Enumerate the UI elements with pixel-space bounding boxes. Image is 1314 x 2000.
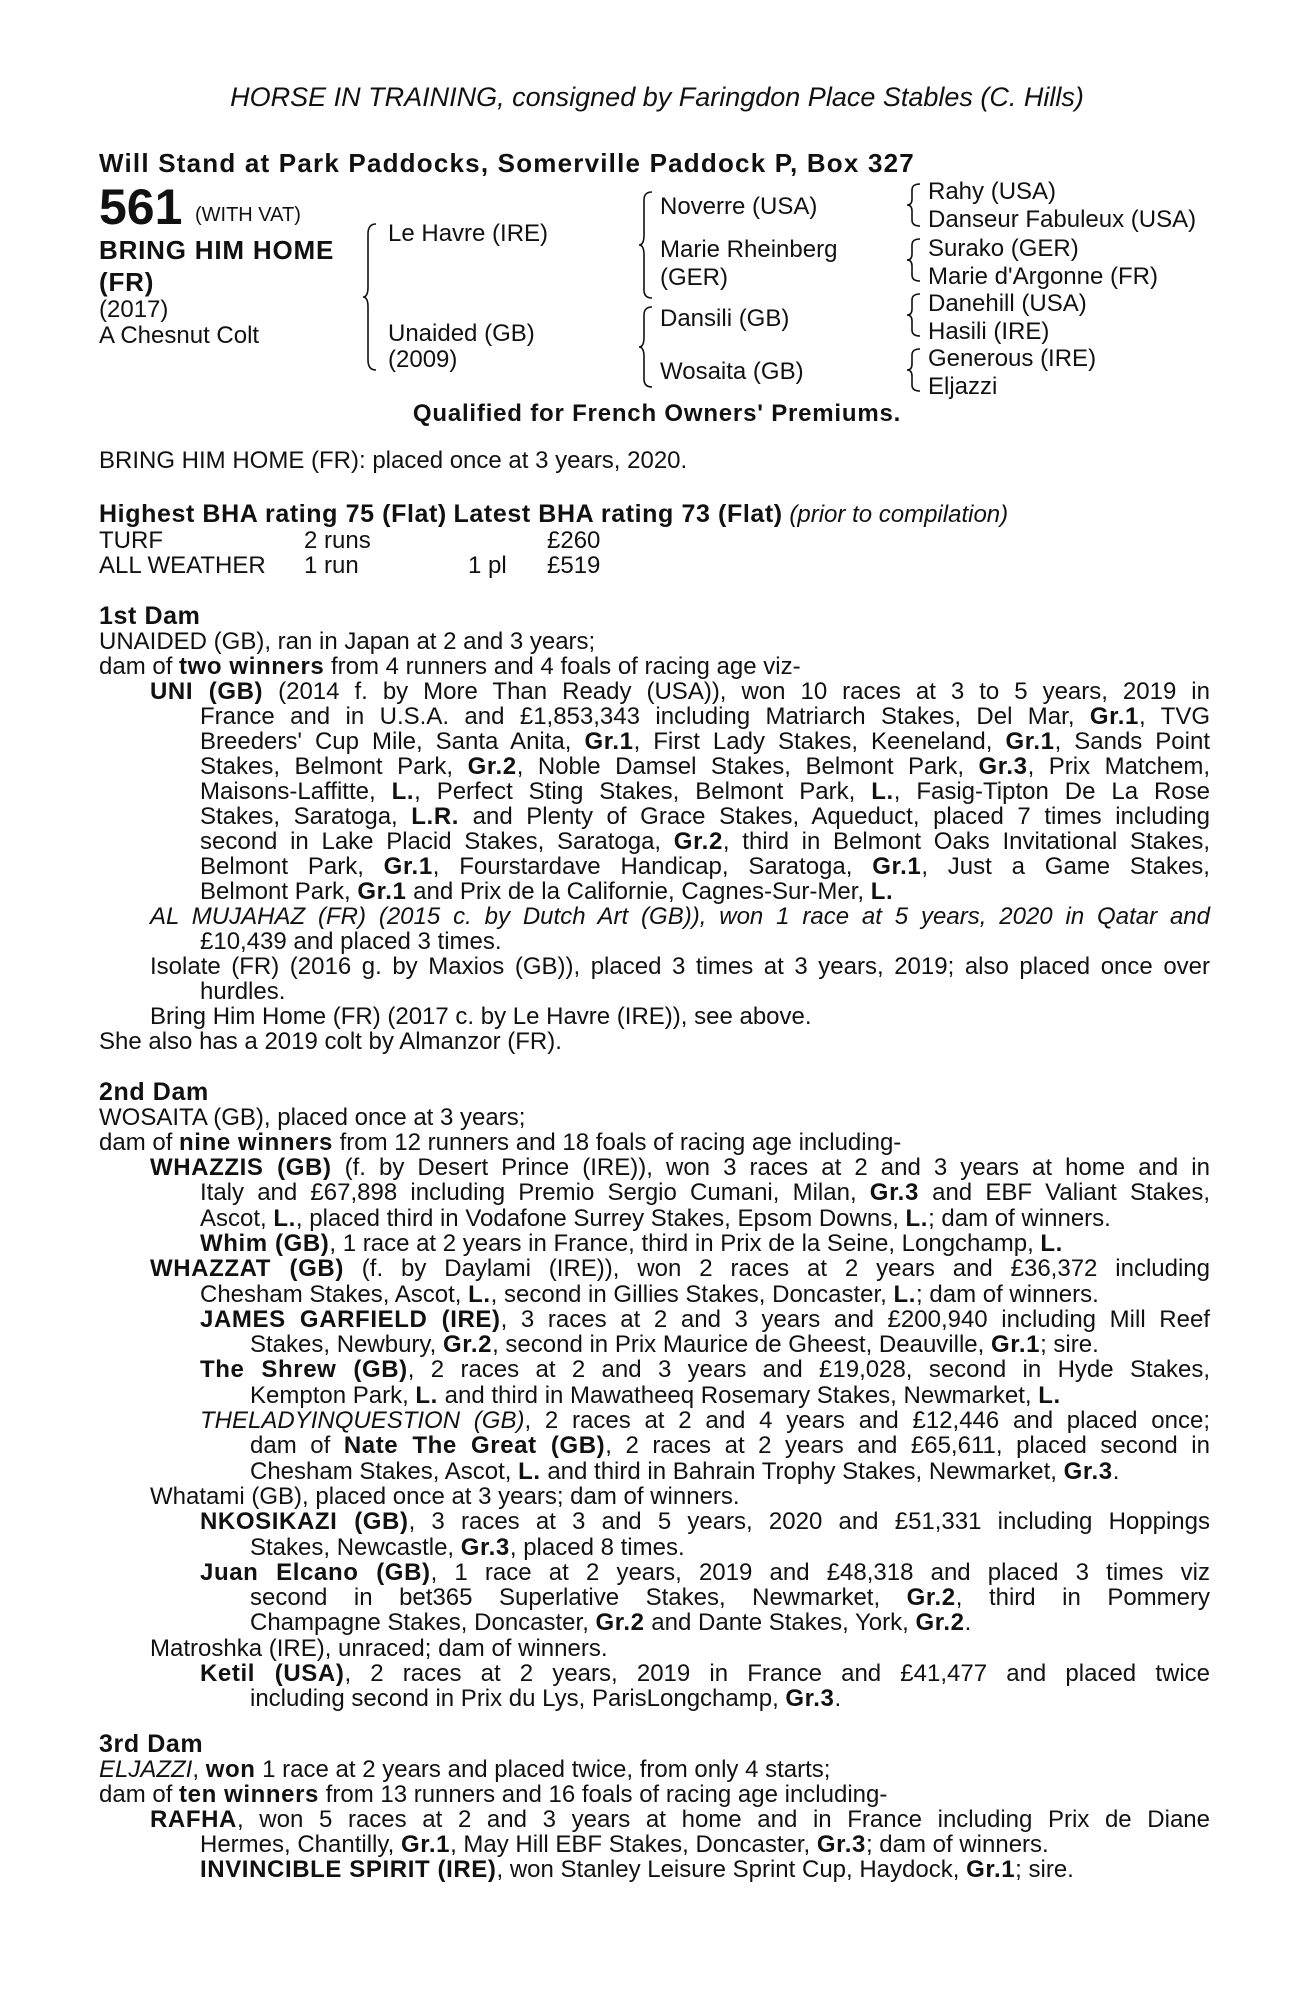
stand-location: Will Stand at Park Paddocks, Somerville Paddock P, Box 327 bbox=[99, 148, 915, 178]
uni-entry-line: second in Lake Placid Stakes, Saratoga, Gr.2, third in Belmont Oaks Invitational Stakes, bbox=[200, 828, 1210, 855]
pedigree-brace-g4 bbox=[906, 347, 922, 393]
pedigree-g8: Eljazzi bbox=[928, 373, 998, 400]
al-mujahaz-line2: £10,439 and placed 3 times. bbox=[200, 928, 502, 955]
uni-entry-line: Stakes, Belmont Park, Gr.2, Noble Damsel Stakes, Belmont Park, Gr.3, Prix Matchem, bbox=[200, 753, 1210, 780]
pedigree-brace-g2 bbox=[906, 237, 922, 283]
horse-name-line1: BRING HIM HOME bbox=[99, 235, 335, 265]
third-dam-heading: 3rd Dam bbox=[99, 1730, 204, 1758]
second-dam-entry-line: JAMES GARFIELD (IRE), 3 races at 2 and 3 years and £200,940 including Mill Reef bbox=[200, 1305, 1210, 1333]
pedigree-g3: Surako (GER) bbox=[928, 235, 1079, 262]
stat-prize-turf: £260 bbox=[547, 527, 601, 554]
isolate-line2: hurdles. bbox=[200, 978, 286, 1005]
isolate-line1: Isolate (FR) (2016 g. by Maxios (GB)), placed 3 times at 3 years, 2019; also placed once over bbox=[150, 953, 1210, 980]
stat-surface-turf: TURF bbox=[99, 527, 163, 554]
second-dam-entry-line: WHAZZIS (GB) (f. by Desert Prince (IRE)), won 3 races at 2 and 3 years at home and in bbox=[150, 1154, 1210, 1181]
horse-description: A Chesnut Colt bbox=[99, 322, 260, 349]
stat-surface-aw: ALL WEATHER bbox=[99, 552, 266, 579]
pedigree-sire: Le Havre (IRE) bbox=[388, 220, 549, 247]
second-dam-entry-line: THELADYINQUESTION (GB), 2 races at 2 and 4 years and £12,446 and placed once; bbox=[200, 1407, 1210, 1434]
second-dam-entry-line: Ketil (USA), 2 races at 2 years, 2019 in France and £41,477 and placed twice bbox=[200, 1660, 1210, 1687]
vat-label: (WITH VAT) bbox=[195, 204, 301, 226]
pedigree-brace-gen1 bbox=[362, 222, 378, 372]
second-dam-entry-line: Champagne Stakes, Doncaster, Gr.2 and Dante Stakes, York, Gr.2. bbox=[250, 1609, 972, 1637]
third-dam-entry-line: INVINCIBLE SPIRIT (IRE), won Stanley Leisure Sprint Cup, Haydock, Gr.1; sire. bbox=[200, 1856, 1074, 1883]
stat-runs-aw: 1 run bbox=[304, 552, 359, 579]
uni-entry-line: Belmont Park, Gr.1, Fourstardave Handicap, Saratoga, Gr.1, Just a Game Stakes, bbox=[200, 853, 1210, 880]
third-dam-entry-line: ELJAZZI, won 1 race at 2 years and placed twice, from only 4 starts; bbox=[99, 1756, 831, 1783]
first-dam-line: UNAIDED (GB), ran in Japan at 2 and 3 years; bbox=[99, 628, 596, 655]
pedigree-brace-g1 bbox=[906, 182, 922, 228]
uni-entry-line: France and in U.S.A. and £1,853,343 including Matriarch Stakes, Del Mar, Gr.1, TVG bbox=[200, 703, 1210, 730]
pedigree-g1: Rahy (USA) bbox=[928, 178, 1057, 205]
second-dam-entry-line: Chesham Stakes, Ascot, L., second in Gillies Stakes, Doncaster, L.; dam of winners. bbox=[200, 1280, 1099, 1308]
second-dam-entry-line: Stakes, Newcastle, Gr.3, placed 8 times. bbox=[250, 1533, 685, 1561]
horse-name-line2: (FR) bbox=[99, 267, 155, 297]
pedigree-g2: Danseur Fabuleux (USA) bbox=[928, 206, 1197, 233]
second-dam-entry-line: Matroshka (IRE), unraced; dam of winners. bbox=[150, 1634, 608, 1662]
uni-entry-line: UNI (GB) (2014 f. by More Than Ready (USA)), won 10 races at 3 to 5 years, 2019 in bbox=[150, 678, 1210, 705]
second-dam-entry-line: Kempton Park, L. and third in Mawatheeq Rosemary Stakes, Newmarket, L. bbox=[250, 1381, 1061, 1409]
al-mujahaz-line1: AL MUJAHAZ (FR) (2015 c. by Dutch Art (GB)), won 1 race at 5 years, 2020 in Qatar and bbox=[150, 903, 1210, 930]
second-dam-entry-line: Italy and £67,898 including Premio Sergio Cumani, Milan, Gr.3 and EBF Valiant Stakes, bbox=[200, 1179, 1210, 1207]
pedigree-g7: Generous (IRE) bbox=[928, 345, 1097, 372]
pedigree-g5: Danehill (USA) bbox=[928, 290, 1087, 317]
uni-entry-line: Belmont Park, Gr.1 and Prix de la Californie, Cagnes-Sur-Mer, L. bbox=[200, 878, 894, 905]
second-dam-progeny-line: dam of nine winners from 12 runners and 18 foals of racing age including- bbox=[99, 1129, 902, 1156]
ratings-line bbox=[99, 502, 1008, 527]
qualified-note: Qualified for French Owners' Premiums. bbox=[412, 400, 902, 427]
second-dam-entry-line: NKOSIKAZI (GB), 3 races at 3 and 5 years, 2020 and £51,331 including Hoppings bbox=[200, 1508, 1210, 1536]
second-dam-entry-line: including second in Prix du Lys, ParisLongchamp, Gr.3. bbox=[250, 1685, 842, 1713]
pedigree-g6: Hasili (IRE) bbox=[928, 318, 1050, 345]
second-dam-entry-line: The Shrew (GB), 2 races at 2 and 3 years and £19,028, second in Hyde Stakes, bbox=[200, 1356, 1210, 1384]
highest-rating: Highest BHA rating 75 (Flat) bbox=[99, 500, 447, 528]
lot-number: 561 bbox=[99, 179, 183, 235]
second-dam-entry-line: Whatami (GB), placed once at 3 years; dam of winners. bbox=[150, 1482, 740, 1510]
first-dam-heading: 1st Dam bbox=[99, 602, 201, 630]
third-dam-entry-line: dam of ten winners from 13 runners and 16 foals of racing age including- bbox=[99, 1781, 888, 1808]
stat-runs-turf: 2 runs bbox=[304, 527, 371, 554]
uni-entry-line: Breeders' Cup Mile, Santa Anita, Gr.1, First Lady Stakes, Keeneland, Gr.1, Sands Point bbox=[200, 728, 1210, 755]
second-dam-entry-line: Chesham Stakes, Ascot, L. and third in Bahrain Trophy Stakes, Newmarket, Gr.3. bbox=[250, 1457, 1120, 1485]
first-dam-progeny-line: dam of two winners from 4 runners and 4 foals of racing age viz- bbox=[99, 653, 801, 680]
pedigree-g4: Marie d'Argonne (FR) bbox=[928, 263, 1158, 290]
pedigree-brace-dam bbox=[638, 305, 654, 389]
race-summary: BRING HIM HOME (FR): placed once at 3 years, 2020. bbox=[99, 447, 688, 474]
second-dam-entry-line: Juan Elcano (GB), 1 race at 2 years, 2019 and £48,318 and placed 3 times viz bbox=[200, 1558, 1210, 1586]
stat-placed-aw: 1 pl bbox=[468, 552, 507, 579]
bring-him-home-line: Bring Him Home (FR) (2017 c. by Le Havre (IRE)), see above. bbox=[150, 1003, 812, 1030]
second-dam-heading: 2nd Dam bbox=[99, 1078, 209, 1106]
stat-prize-aw: £519 bbox=[547, 552, 601, 579]
second-dam-entry-line: WHAZZAT (GB) (f. by Daylami (IRE)), won 2 races at 2 years and £36,372 including bbox=[150, 1255, 1211, 1283]
second-dam-entry-line: Stakes, Newbury, Gr.2, second in Prix Maurice de Gheest, Deauville, Gr.1; sire. bbox=[250, 1331, 1099, 1359]
pedigree-dam-sire: Dansili (GB) bbox=[660, 305, 790, 332]
pedigree-sire-dam-line1: Marie Rheinberg bbox=[660, 236, 838, 263]
uni-entry-line: Stakes, Saratoga, L.R. and Plenty of Grace Stakes, Aqueduct, placed 7 times including bbox=[200, 803, 1210, 830]
rating-note: (prior to compilation) bbox=[789, 501, 1009, 528]
second-dam-line: WOSAITA (GB), placed once at 3 years; bbox=[99, 1104, 526, 1131]
third-dam-entry-line: RAFHA, won 5 races at 2 and 3 years at home and in France including Prix de Diane bbox=[150, 1806, 1210, 1833]
also-foal-line: She also has a 2019 colt by Almanzor (FR). bbox=[99, 1028, 562, 1055]
latest-rating: Latest BHA rating 73 (Flat) bbox=[453, 500, 783, 528]
second-dam-entry-line: Ascot, L., placed third in Vodafone Surrey Stakes, Epsom Downs, L.; dam of winners. bbox=[200, 1204, 1111, 1232]
pedigree-sire-sire: Noverre (USA) bbox=[660, 193, 818, 220]
page-title: HORSE IN TRAINING, consigned by Faringdon Place Stables (C. Hills) bbox=[230, 82, 1084, 112]
third-dam-entry-line: Hermes, Chantilly, Gr.1, May Hill EBF Stakes, Doncaster, Gr.3; dam of winners. bbox=[200, 1831, 1049, 1858]
uni-entry-line: Maisons-Laffitte, L., Perfect Sting Stakes, Belmont Park, L., Fasig-Tipton De La Rose bbox=[200, 778, 1210, 805]
pedigree-brace-g3 bbox=[906, 292, 922, 338]
horse-name bbox=[99, 234, 334, 298]
second-dam-entry-line: Whim (GB), 1 race at 2 years in France, third in Prix de la Seine, Longchamp, L. bbox=[200, 1229, 1063, 1257]
second-dam-entry-line: second in bet365 Superlative Stakes, Newmarket, Gr.2, third in Pommery bbox=[250, 1584, 1211, 1612]
foaling-year: (2017) bbox=[99, 296, 169, 323]
pedigree-dam-year: (2009) bbox=[388, 346, 458, 373]
second-dam-entry-line: dam of Nate The Great (GB), 2 races at 2 years and £65,611, placed second in bbox=[250, 1432, 1210, 1460]
pedigree-dam: Unaided (GB) bbox=[388, 320, 535, 347]
pedigree-dam-dam: Wosaita (GB) bbox=[660, 358, 804, 385]
pedigree-sire-dam-line2: (GER) bbox=[660, 264, 728, 291]
pedigree-brace-sire bbox=[638, 190, 654, 300]
